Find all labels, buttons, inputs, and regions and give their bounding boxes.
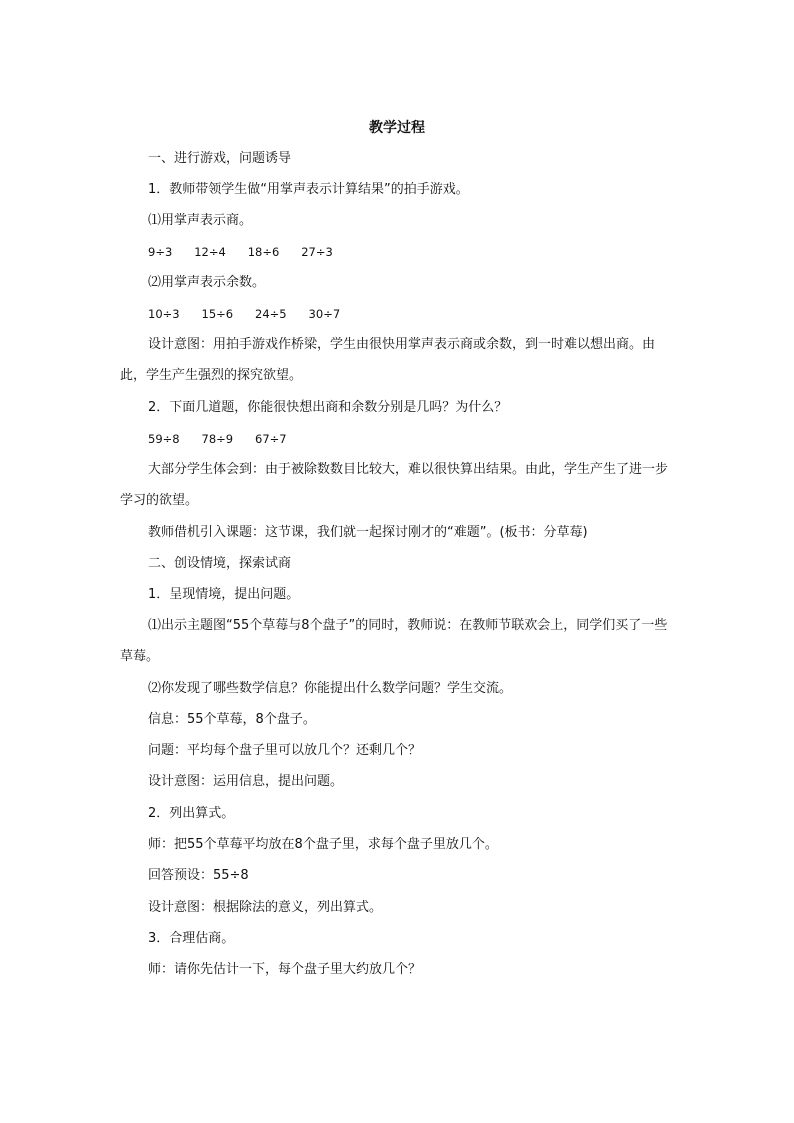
- step2-text: 2．列出算式。: [148, 806, 235, 821]
- question-text: 问题：平均每个盘子里可以放几个？还剩几个？: [148, 743, 422, 758]
- intro-text: 教师借机引入课题：这节课，我们就一起探讨刚才的“难题”。(板书：分草莓): [148, 525, 588, 540]
- step1-sub2-text: ⑵你发现了哪些数学信息？你能提出什么数学问题？学生交流。: [148, 681, 513, 696]
- section1-heading: 一、进行游戏，问题诱导: [148, 151, 292, 166]
- step1-sub1-text: ⑴出示主题图“55个草莓与8个盘子”的同时，教师说：在教师节联欢会上，同学们买了一些草莓。: [120, 618, 668, 664]
- item2-text: 2．下面几道题，你能很快想出商和余数分别是几吗？为什么？: [148, 400, 508, 415]
- expressions-remainder: 10÷3 15÷6 24÷5 30÷7: [148, 307, 341, 321]
- expressions-quotient: 9÷3 12÷4 18÷6 27÷3: [148, 245, 333, 259]
- item1-text: 1．教师带领学生做“用掌声表示计算结果”的拍手游戏。: [148, 182, 469, 197]
- students-feel-text: 大部分学生体会到：由于被除数数目比较大，难以很快算出结果。由此，学生产生了进一步学习的欲望。: [120, 462, 669, 508]
- step3-text: 3．合理估商。: [148, 931, 235, 946]
- info-text: 信息：55个草莓，8个盘子。: [148, 712, 316, 727]
- expressions-division: 59÷8 78÷9 67÷7: [148, 432, 287, 446]
- design-intent-3: 设计意图：根据除法的意义，列出算式。: [148, 900, 383, 915]
- teacher-text-1: 师：把55个草莓平均放在8个盘子里，求每个盘子里放几个。: [148, 837, 498, 852]
- step1-text: 1．呈现情境，提出问题。: [148, 587, 300, 602]
- sub1-text: ⑴用掌声表示商。: [148, 213, 253, 228]
- teacher-text-2: 师：请你先估计一下，每个盘子里大约放几个？: [148, 962, 422, 977]
- sub2-text: ⑵用掌声表示余数。: [148, 275, 266, 290]
- answer-text: 回答预设：55÷8: [148, 868, 249, 883]
- design-intent-1: 设计意图：用拍手游戏作桥梁，学生由很快用掌声表示商或余数，到一时难以想出商。由此，学生产生强烈的探究欲望。: [120, 337, 656, 383]
- design-intent-2: 设计意图：运用信息，提出问题。: [148, 774, 344, 789]
- section2-heading: 二、创设情境，探索试商: [148, 556, 292, 571]
- document-title: 教学过程: [369, 120, 425, 136]
